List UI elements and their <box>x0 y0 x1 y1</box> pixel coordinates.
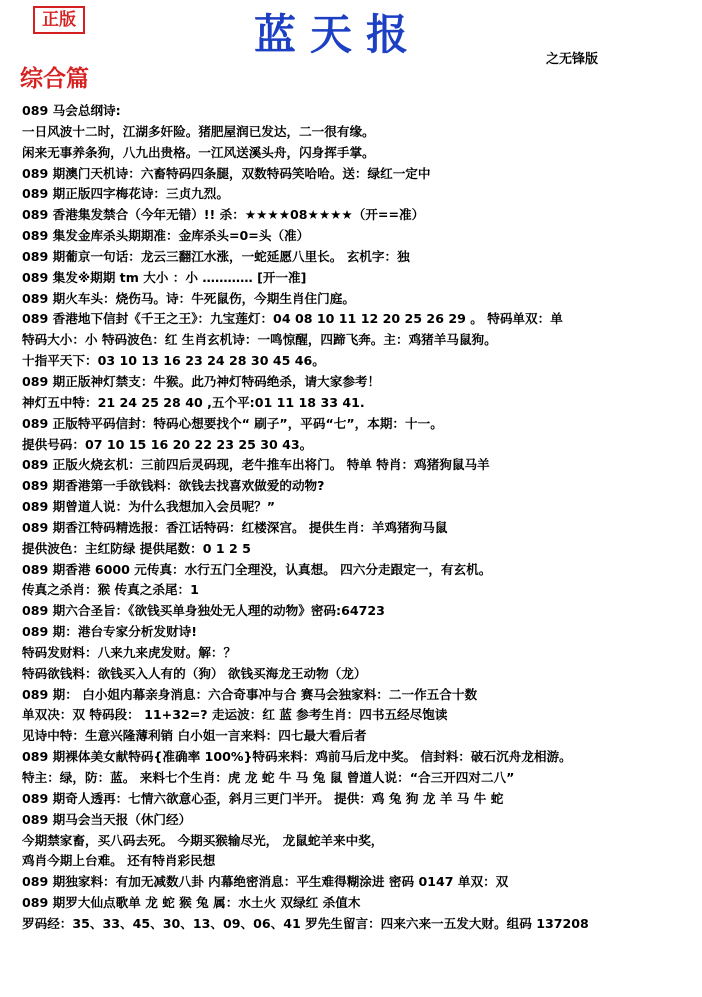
text-line: 特码发财料：八来九来虎发财。解：？ <box>22 644 237 660</box>
text-line: 089 期：港台专家分析发财诗! <box>22 624 197 640</box>
text-line: 089 香港地下信封《千王之王》：九宝莲灯：04 08 10 11 12 20 25 26 29 。 特码单双：单 <box>22 311 563 327</box>
text-line: 特码大小：小 特码波色：红 生肖玄机诗：一鸣惊醒，四蹄飞奔。主：鸡猪羊马鼠狗。 <box>22 332 497 348</box>
text-line: 089 期奇人透再：七情六欲意心歪，斜月三更门半开。 提供：鸡 兔 狗 龙 羊 马 牛 蛇 <box>22 790 504 806</box>
text-line: 089 期火车头：烧伤马。诗：牛死鼠伤，今期生肖住门庭。 <box>22 290 355 306</box>
text-line: 089 期香江特码精选报：香江话特码：红楼深宫。 提供生肖：羊鸡猪狗马鼠 <box>22 519 448 535</box>
text-line: 089 香港集发禁合（今年无错）!! 杀：★★★★08★★★★（开==准） <box>22 207 425 223</box>
text-line: 特主：绿，防：蓝。 来料七个生肖：虎 龙 蛇 牛 马 兔 鼠 曾道人说：“合三开四对二八” <box>22 770 515 785</box>
text-line: 一日风波十二时，江湖多奸险。猪肥屋润已发达，二一很有缘。 <box>22 123 375 139</box>
text-line: 089 期： 白小姐内幕亲身消息：六合奇事冲与合 赛马会独家料：二一作五合十数 <box>22 686 478 702</box>
text-line: 089 期罗大仙点歌单 龙 蛇 猴 兔 属：水土火 双绿红 杀值木 <box>22 895 361 911</box>
text-line: 罗码经：35、33、45、30、13、09、06、41 罗先生留言：四来六来一五发大财。组码 137208 <box>22 915 589 931</box>
text-line: 089 正版特平码信封：特码心想要找个“ 刷子”，平码“七”，本期：十一。 <box>22 415 443 431</box>
text-line: 提供波色：主红防绿 提供尾数：0 1 2 5 <box>22 540 251 556</box>
text-line: 特码欲钱料：欲钱买入人有的（狗） 欲钱买海龙王动物（龙） <box>22 665 367 681</box>
text-line: 089 期葡京一句话：龙云三翻江水涨，一蛇延愿八里长。 玄机字：独 <box>22 248 410 264</box>
text-line: 闲来无事养条狗，八九出贵格。一江风送溪头舟，闪身挥手掌。 <box>22 144 375 160</box>
text-line: 089 期曾道人说：为什么我想加入会员呢？” <box>22 499 276 515</box>
text-line: 鸡肖今期上台难。 还有特肖彩民想 <box>22 853 216 869</box>
text-line: 089 期香港第一手欲钱料：欲钱去找喜欢做爱的动物? <box>22 478 325 494</box>
text-line: 089 期独家料：有加无减数八卦 内幕绝密消息：平生难得糊涂进 密码 0147 单双：双 <box>22 874 509 890</box>
text-line: 089 期六合圣旨：《欲钱买单身独处无人理的动物》密码:64723 <box>22 603 385 619</box>
page-title: 蓝天报 <box>253 10 422 59</box>
text-line: 089 期澳门天机诗：六畜特码四条腿，双数特码笑哈哈。送：绿红一定中 <box>22 165 431 181</box>
text-line: 神灯五中特：21 24 25 28 40 ,五个平:01 11 18 33 41. <box>22 394 365 410</box>
text-line: 089 期正版神灯禁支：牛猴。此乃神灯特码绝杀，请大家参考！ <box>22 373 381 389</box>
text-line: 提供号码：07 10 15 16 20 22 23 25 30 43。 <box>22 436 313 452</box>
text-line: 传真之杀肖：猴 传真之杀尾：1 <box>22 582 199 598</box>
text-line: 089 马会总纲诗: <box>22 103 121 118</box>
section-heading: 综合篇 <box>20 65 89 92</box>
text-line: 今期禁家畜，买八码去死。 今期买猴输尽光， 龙鼠蛇羊来中奖， <box>22 832 384 848</box>
text-line: 见诗中特：生意兴隆薄利销 白小姐一言来料：四七最大看后者 <box>22 728 367 744</box>
text-line: 089 集发※期期 tm 大小 ：小 ………… [开一准] <box>22 269 307 285</box>
text-line: 089 期香港 6000 元传真：水行五门全理没，认真想。 四六分走跟定一，有玄机。 <box>22 561 492 577</box>
genuine-stamp: 正版 <box>33 6 85 34</box>
text-line: 十指平天下：03 10 13 16 23 24 28 30 45 46。 <box>22 353 325 369</box>
text-line: 089 期马会当天报（休门经） <box>22 811 192 827</box>
text-line: 089 正版火烧玄机：三前四后灵码现，老牛推车出将门。 特单 特肖：鸡猪狗鼠马羊 <box>22 457 490 473</box>
text-line: 单双决：双 特码段： 11+32=? 走运波：红 蓝 参考生肖：四书五经尽饱读 <box>22 707 448 723</box>
content-lines <box>22 101 694 935</box>
edition-label: 之无锋版 <box>546 52 599 67</box>
text-line: 089 期正版四字梅花诗：三贞九烈。 <box>22 186 229 202</box>
text-line: 089 集发金库杀头期期准：金库杀头=0=头（准） <box>22 228 310 244</box>
text-line: 089 期裸体美女献特码{准确率 100%}特码来料：鸡前马后龙中奖。 信封料：破石沉舟龙相游。 <box>22 749 572 765</box>
